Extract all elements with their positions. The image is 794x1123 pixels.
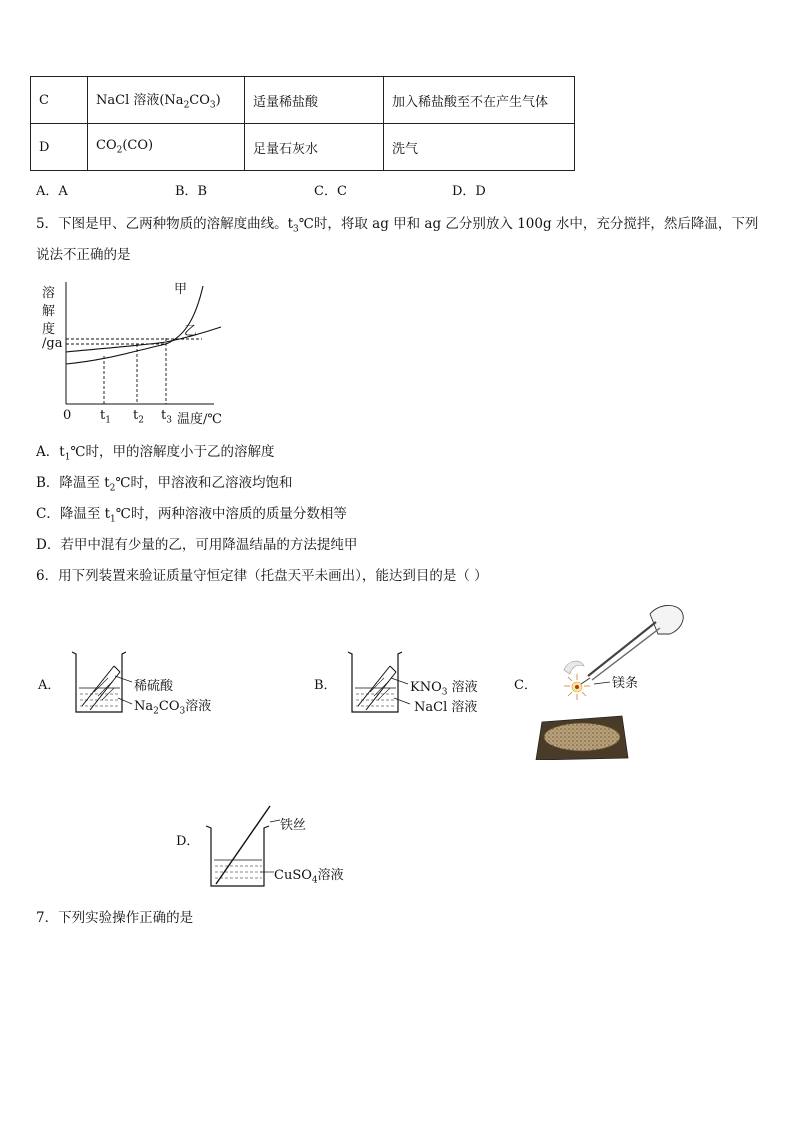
series-jia-label: 甲 [174, 282, 188, 297]
subscript: 3 [209, 100, 216, 111]
text: t [133, 408, 139, 423]
q6-option-c-letter[interactable]: C． [514, 678, 537, 693]
q7-stem: 7．下列实验操作正确的是 [36, 910, 194, 926]
q5-stem-line2: 说法不正确的是 [36, 247, 131, 263]
text: CuSO [274, 868, 312, 883]
q6-option-d-letter[interactable]: D． [176, 834, 200, 849]
label-kno3 [410, 676, 478, 698]
subscript: 3 [441, 687, 448, 698]
options-table [30, 76, 575, 171]
text: ℃时，两种溶液中溶质的质量分数相等 [115, 506, 347, 522]
subscript: 2 [153, 706, 159, 717]
reagent-cell: 适量稀盐酸 [245, 77, 384, 124]
subscript: 3 [293, 224, 299, 235]
text: t [161, 408, 167, 423]
tick-t1 [100, 408, 111, 426]
q4-choices [36, 180, 736, 198]
text: ℃时，甲的溶解度小于乙的溶解度 [70, 444, 275, 460]
curve-jia [66, 286, 203, 364]
q6-option-a-letter[interactable]: A． [38, 678, 61, 693]
text: t [100, 408, 106, 423]
label-cuso4 [274, 864, 344, 886]
q5-option-b[interactable] [36, 471, 292, 494]
xlabel: 温度/℃ [177, 412, 222, 427]
apparatus-d [204, 804, 364, 890]
chart-svg [36, 276, 256, 426]
text: 5．下图是甲、乙两种物质的溶解度曲线。t [36, 216, 294, 232]
label-nacl: NaCl 溶液 [414, 700, 478, 715]
method-cell: 洗气 [384, 124, 575, 171]
subscript: 2 [116, 145, 123, 156]
subscript: 1 [64, 452, 71, 463]
subscript: 2 [138, 415, 144, 426]
apparatus-b [346, 648, 516, 718]
subscript: 2 [109, 483, 116, 494]
substance-text: (CO) [122, 138, 154, 154]
subscript: 3 [166, 415, 172, 426]
subscript: 2 [183, 100, 190, 111]
reagent-cell: 足量石灰水 [245, 124, 384, 171]
solubility-chart [36, 276, 256, 426]
substance-text: NaCl 溶液(Na [96, 93, 184, 109]
substance-cell [88, 77, 245, 124]
text: A．t [36, 444, 65, 460]
tick-t2 [133, 408, 144, 426]
ylabel-char: /ga [42, 336, 63, 351]
substance-text: CO [96, 138, 117, 154]
table-row [31, 124, 575, 171]
text: 溶液 [447, 680, 478, 695]
text: B．降温至 t [36, 475, 110, 491]
text: ℃时，甲溶液和乙溶液均饱和 [115, 475, 293, 491]
ylabel-char: 解 [42, 304, 56, 319]
q5-stem-line1 [36, 212, 758, 235]
choice-c[interactable]: C．C [314, 184, 347, 199]
q6-option-b-letter[interactable]: B． [314, 678, 337, 693]
text: C．降温至 t [36, 506, 111, 522]
substance-text: CO [189, 93, 210, 109]
text: 溶液 [185, 699, 212, 714]
q5-option-c[interactable] [36, 502, 347, 525]
q6-stem: 6．用下列装置来验证质量守恒定律（托盘天平未画出），能达到目的是（ ） [36, 568, 488, 584]
series-yi-label: 乙 [184, 324, 198, 339]
table-row [31, 77, 575, 124]
label-na2co3 [134, 695, 211, 717]
subscript: 3 [179, 706, 186, 717]
tick-t3 [161, 408, 172, 426]
subscript: 1 [110, 514, 116, 525]
text: 溶液 [317, 868, 344, 883]
choice-b[interactable]: B．B [175, 184, 208, 199]
row-id: C [31, 77, 88, 124]
origin-label: 0 [63, 408, 72, 423]
label-dilute-sulfuric: 稀硫酸 [134, 679, 174, 694]
text: KNO [410, 680, 442, 695]
choice-a[interactable]: A．A [36, 184, 68, 199]
choice-d[interactable]: D．D [452, 184, 486, 199]
row-id: D [31, 124, 88, 171]
apparatus-a [70, 648, 240, 718]
subscript: 1 [105, 415, 111, 426]
curve-yi [66, 327, 221, 352]
text: CO [158, 699, 180, 714]
label-iron-wire: 铁丝 [280, 818, 307, 833]
q5-option-d[interactable]: D．若甲中混有少量的乙，可用降温结晶的方法提纯甲 [36, 537, 358, 553]
subscript: 4 [311, 875, 318, 886]
method-cell: 加入稀盐酸至不在产生气体 [384, 77, 575, 124]
text: Na [134, 699, 154, 714]
label-magnesium: 镁条 [612, 676, 639, 691]
ylabel-char: 度 [42, 322, 56, 337]
apparatus-c [532, 600, 692, 760]
substance-cell [88, 124, 245, 171]
text: ℃时，将取 ag 甲和 ag 乙分别放入 100g 水中，充分搅拌，然后降温，下列 [298, 216, 759, 232]
substance-text: ) [215, 93, 221, 109]
ylabel-char: 溶 [42, 286, 56, 301]
q5-option-a[interactable] [36, 440, 275, 463]
